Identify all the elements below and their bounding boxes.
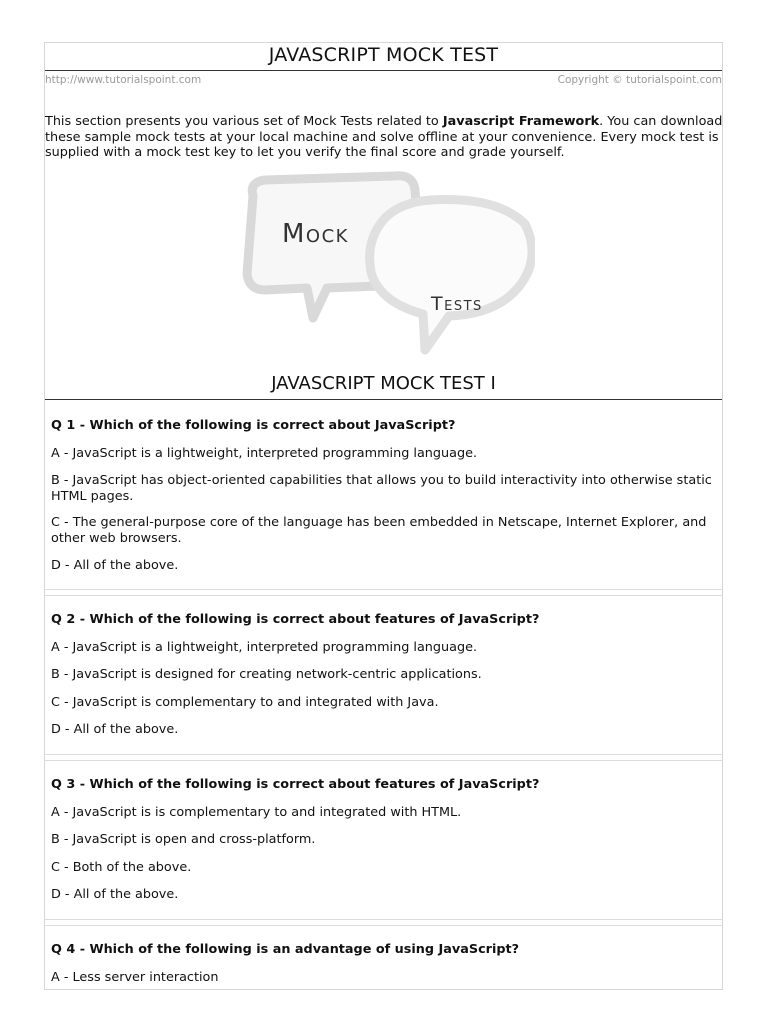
mock-tests-banner-image <box>235 168 535 373</box>
banner-word-mock: Mock <box>282 219 349 249</box>
question-2-option-a: A - JavaScript is a lightweight, interpreted programming language. <box>51 640 478 655</box>
test-title: JAVASCRIPT MOCK TEST I <box>271 373 496 394</box>
question-1-text: Q 1 - Which of the following is correct about JavaScript? <box>51 418 456 433</box>
intro-paragraph <box>45 114 724 161</box>
document-page <box>44 42 723 990</box>
question-3-option-a: A - JavaScript is is complementary to and integrated with HTML. <box>51 805 462 820</box>
question-separator <box>45 589 722 596</box>
intro-text-end: . You can download these sample mock tests at your local machine and solve offline at your convenience. Every mock test is supplied with a mock test key to let you verify the final score and grade yourself. <box>45 114 723 160</box>
question-1-option-b: B - JavaScript has object-oriented capabilities that allows you to build interactivity into otherwise static HTML pages. <box>51 473 712 504</box>
site-url-link[interactable]: http://www.tutorialspoint.com <box>45 74 202 86</box>
question-4-option-a: A - Less server interaction <box>51 970 219 985</box>
question-2-option-d: D - All of the above. <box>51 722 179 737</box>
copyright-text: Copyright © tutorialspoint.com <box>557 74 722 86</box>
intro-text-start: This section presents you various set of Mock Tests related to <box>45 114 443 129</box>
banner-word-tests: Tests <box>431 293 483 315</box>
question-1-option-c: C - The general-purpose core of the language has been embedded in Netscape, Internet Explorer, and other web browsers. <box>51 515 707 546</box>
test-title-divider <box>45 399 722 400</box>
question-2-option-b: B - JavaScript is designed for creating network-centric applications. <box>51 667 482 682</box>
question-3-option-c: C - Both of the above. <box>51 860 192 875</box>
question-1-option-d: D - All of the above. <box>51 558 179 573</box>
question-3-option-b: B - JavaScript is open and cross-platform. <box>51 832 316 847</box>
title-divider <box>45 70 722 71</box>
question-separator <box>45 919 722 926</box>
intro-text-bold: Javascript Framework <box>442 114 600 129</box>
question-4-text: Q 4 - Which of the following is an advantage of using JavaScript? <box>51 942 520 957</box>
question-1-option-a: A - JavaScript is a lightweight, interpreted programming language. <box>51 446 478 461</box>
question-separator <box>45 754 722 761</box>
question-2-text: Q 2 - Which of the following is correct about features of JavaScript? <box>51 612 540 627</box>
question-3-option-d: D - All of the above. <box>51 887 179 902</box>
question-2-option-c: C - JavaScript is complementary to and integrated with Java. <box>51 695 439 710</box>
question-3-text: Q 3 - Which of the following is correct about features of JavaScript? <box>51 777 540 792</box>
right-speech-bubble-icon <box>370 200 532 351</box>
document-title: JAVASCRIPT MOCK TEST <box>268 44 499 66</box>
